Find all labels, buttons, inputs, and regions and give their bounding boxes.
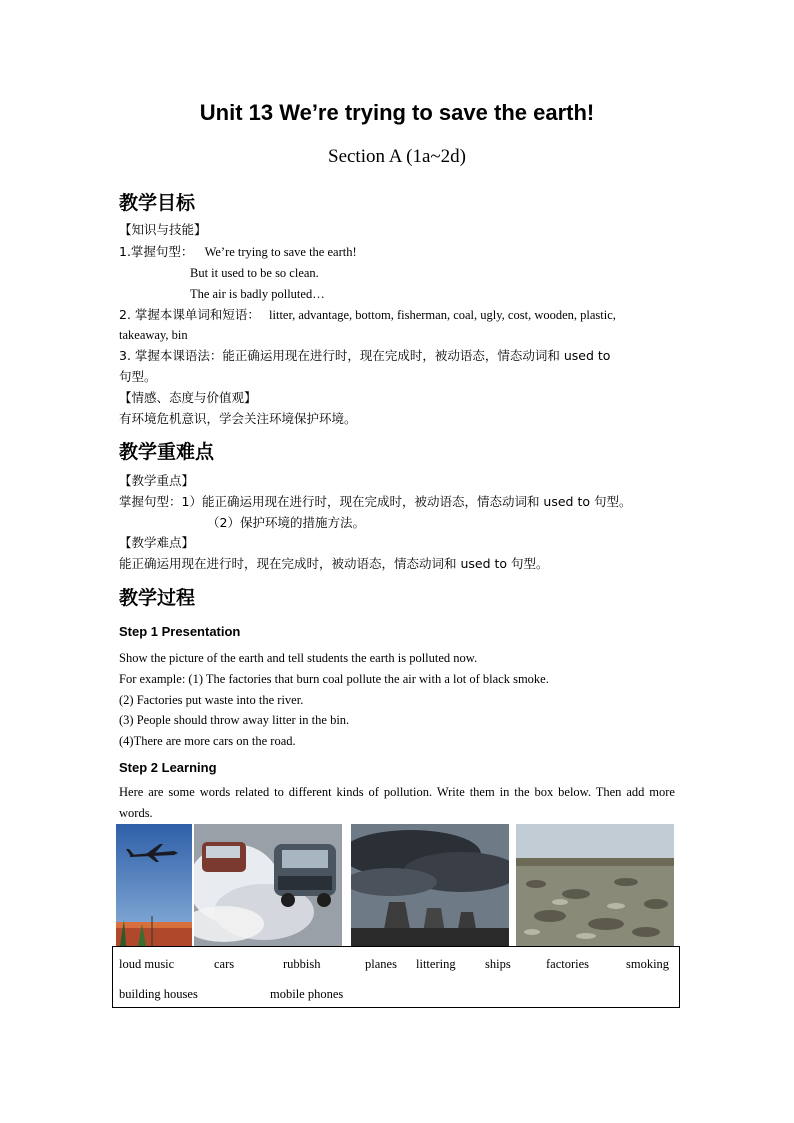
- item2-words-cont: takeaway, bin: [119, 328, 188, 342]
- step1-line: (2) Factories put waste into the river.: [119, 693, 304, 707]
- key-points-heading: 教学重难点: [119, 441, 215, 463]
- step2-title: Step 2 Learning: [119, 760, 217, 775]
- unit-title: Unit 13 We’re trying to save the earth!: [199, 100, 595, 125]
- item2-words: litter, advantage, bottom, fisherman, coal, ugly, cost, wooden, plastic,: [269, 308, 616, 322]
- item1-prefix: 1.掌握句型：: [119, 244, 194, 259]
- word-item: factories: [546, 957, 590, 971]
- word-item: rubbish: [283, 957, 321, 971]
- step1-line: For example: (1) The factories that burn coal pollute the air with a lot of black smoke.: [119, 672, 549, 686]
- word-item: building houses: [119, 987, 198, 1001]
- section-subtitle: Section A (1a~2d): [328, 146, 466, 167]
- knowledge-label: 【知识与技能】: [119, 222, 207, 237]
- step1-line: Show the picture of the earth and tell students the earth is polluted now.: [119, 651, 478, 665]
- difficulty-text: 能正确运用现在进行时，现在完成时，被动语态，情态动词和 used to 句型。: [119, 556, 549, 571]
- step1-title: Step 1 Presentation: [119, 624, 241, 639]
- focus-line-1: 掌握句型：1）能正确运用现在进行时，现在完成时，被动语态，情态动词和 used to 句型。: [119, 494, 632, 509]
- pollution-photos: [116, 824, 674, 946]
- word-item: mobile phones: [270, 987, 344, 1001]
- emotion-label: 【情感、态度与价值观】: [119, 390, 257, 405]
- objectives-heading: 教学目标: [119, 192, 196, 214]
- objective-item-2: [119, 307, 616, 323]
- item1-sentence-1: We’re trying to save the earth!: [204, 245, 357, 259]
- step2-text: Here are some words related to different kinds of pollution. Write them in the box below. Then add more words.: [119, 785, 675, 820]
- factory-smoke-photo: [351, 824, 509, 946]
- difficulty-label: 【教学难点】: [119, 535, 195, 550]
- word-item: smoking: [626, 957, 670, 971]
- word-item: cars: [214, 957, 235, 971]
- word-item: littering: [416, 957, 456, 971]
- word-item: ships: [485, 957, 511, 971]
- word-item: planes: [365, 957, 397, 971]
- focus-line-2: （2）保护环境的措施方法。: [207, 515, 365, 530]
- item3-line-1: 3. 掌握本课语法：能正确运用现在进行时，现在完成时，被动语态，情态动词和 used to: [119, 348, 611, 363]
- item3-line-2: 句型。: [119, 369, 157, 384]
- process-heading: 教学过程: [119, 587, 196, 609]
- polluted-river-photo: [516, 824, 674, 946]
- pollution-word-box: [112, 946, 680, 1008]
- step1-line: (4)There are more cars on the road.: [119, 734, 296, 748]
- traffic-exhaust-photo: [194, 824, 342, 946]
- step1-line: (3) People should throw away litter in the bin.: [119, 713, 350, 727]
- focus-label: 【教学重点】: [119, 473, 195, 488]
- airplane-photo: [116, 824, 192, 946]
- item2-prefix: 2. 掌握本课单词和短语：: [119, 307, 260, 322]
- item1-sentence-2: But it used to be so clean.: [190, 266, 319, 280]
- item1-sentence-3: The air is badly polluted…: [190, 287, 325, 301]
- emotion-text: 有环境危机意识，学会关注环境保护环境。: [119, 411, 357, 426]
- word-item: loud music: [119, 957, 175, 971]
- objective-item-1: [119, 244, 357, 260]
